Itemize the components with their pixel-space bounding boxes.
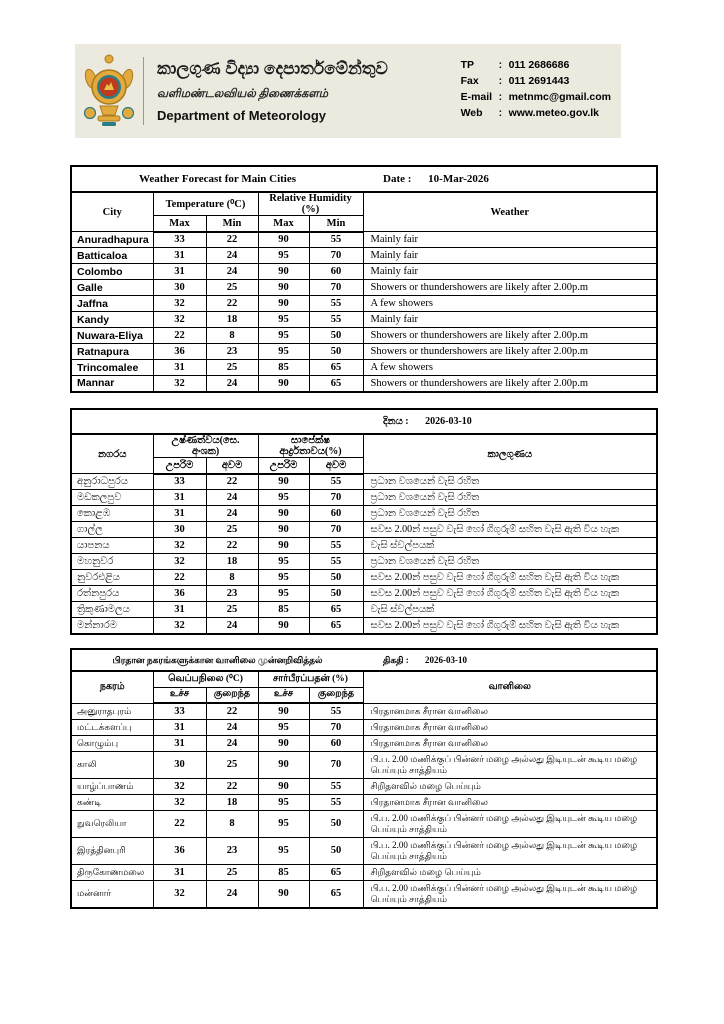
temp-max-cell: 30	[153, 280, 206, 296]
city-cell: ත්‍රිකුණාමලය	[71, 602, 153, 618]
weather-cell: සවස 2.00න් පසුව වැසි හෝ ගිගුරුම් සහිත වැසි ඇති විය හැක	[363, 522, 657, 538]
weather-cell: Showers or thundershowers are likely after 2.00p.m	[363, 280, 657, 296]
humidity-max-cell: 90	[258, 280, 309, 296]
forecast-table-row	[71, 703, 657, 719]
forecast-table-row	[71, 280, 657, 296]
humidity-max-cell: 90	[258, 618, 309, 634]
forecast-table-row	[71, 312, 657, 328]
temp-min-cell: 24	[206, 719, 258, 735]
temp-min-cell: 23	[206, 837, 258, 864]
humidity-min-cell: 55	[309, 794, 363, 810]
temp-min-cell: 24	[206, 880, 258, 908]
forecast-table-row	[71, 522, 657, 538]
humidity-min-cell: 55	[309, 312, 363, 328]
temp-min-cell: 8	[206, 570, 258, 586]
temp-min-cell: 22	[206, 703, 258, 719]
weather-cell: ප්‍රධාන වශයෙන් වැසි රහිත	[363, 506, 657, 522]
temp-min-cell: 24	[206, 490, 258, 506]
forecast-table-row	[71, 232, 657, 248]
temp-max-cell: 32	[153, 312, 206, 328]
col-header-temp-min: குறைந்த	[206, 687, 258, 703]
city-cell: இரத்தினபுரி	[71, 837, 153, 864]
temp-min-cell: 22	[206, 232, 258, 248]
humidity-min-cell: 55	[309, 296, 363, 312]
date-cell	[363, 166, 657, 192]
weather-cell: සවස 2.00න් පසුව වැසි හෝ ගිගුරුම් සහිත වැසි ඇති විය හැක	[363, 586, 657, 602]
date-value: 10-Mar-2026	[428, 173, 489, 185]
temp-max-cell: 32	[153, 296, 206, 312]
humidity-max-cell: 95	[258, 554, 309, 570]
city-cell: Nuwara-Eliya	[71, 328, 153, 344]
city-cell: ගාල්ල	[71, 522, 153, 538]
city-cell: Batticaloa	[71, 248, 153, 264]
weather-cell: சிறிதளவில் மழை பெய்யும்	[363, 778, 657, 794]
temp-max-cell: 32	[153, 618, 206, 634]
temp-max-cell: 22	[153, 810, 206, 837]
weather-cell: பி.ப. 2.00 மணிக்குப் பின்னர் மழை அல்லது இடியுடன் கூடிய மழை பெய்யும் சாத்தியம்	[363, 810, 657, 837]
humidity-max-cell: 90	[258, 376, 309, 392]
humidity-max-cell: 95	[258, 248, 309, 264]
table-title-row	[71, 649, 657, 671]
col-header-temperature: උෂ්ණත්වය(සෙ. අංශක)	[153, 434, 258, 458]
temp-max-cell: 36	[153, 586, 206, 602]
col-header-hum-max: உச்ச	[258, 687, 309, 703]
humidity-min-cell: 55	[309, 232, 363, 248]
humidity-min-cell: 65	[309, 602, 363, 618]
col-header-city: City	[71, 192, 153, 232]
weather-cell: Mainly fair	[363, 248, 657, 264]
date-cell	[363, 649, 657, 671]
city-cell: කොළඹ	[71, 506, 153, 522]
temp-min-cell: 25	[206, 602, 258, 618]
city-cell: යාපනය	[71, 538, 153, 554]
forecast-table-sinhala	[70, 408, 658, 635]
humidity-max-cell: 90	[258, 296, 309, 312]
contact-colon: :	[498, 107, 503, 119]
temp-max-cell: 31	[153, 264, 206, 280]
forecast-table-english	[70, 165, 658, 393]
temp-max-cell: 31	[153, 602, 206, 618]
col-header-weather: வானிலை	[363, 671, 657, 703]
col-header-humidity: සාපේක්ෂ ආර්ද්‍රතාවය(%)	[258, 434, 363, 458]
forecast-table-row	[71, 570, 657, 586]
humidity-min-cell: 50	[309, 328, 363, 344]
temp-max-cell: 33	[153, 703, 206, 719]
date-label: திகதி :	[383, 654, 409, 665]
temp-min-cell: 25	[206, 751, 258, 778]
humidity-max-cell: 95	[258, 312, 309, 328]
weather-cell: සවස 2.00න් පසුව වැසි හෝ ගිගුරුම් සහිත වැසි ඇති විය හැක	[363, 570, 657, 586]
humidity-min-cell: 50	[309, 586, 363, 602]
col-header-hum-max: උපරිම	[258, 458, 309, 474]
temp-min-cell: 24	[206, 264, 258, 280]
table-title-row	[71, 409, 657, 434]
humidity-max-cell: 90	[258, 703, 309, 719]
humidity-min-cell: 70	[309, 280, 363, 296]
temp-min-cell: 24	[206, 248, 258, 264]
table-body-sinhala	[71, 474, 657, 634]
humidity-min-cell: 55	[309, 538, 363, 554]
city-cell: අනුරාධපුරය	[71, 474, 153, 490]
temp-max-cell: 33	[153, 232, 206, 248]
humidity-max-cell: 90	[258, 735, 309, 751]
col-header-temp-max: උපරිම	[153, 458, 206, 474]
contact-value-web: www.meteo.gov.lk	[508, 107, 599, 119]
weather-cell: A few showers	[363, 360, 657, 376]
humidity-min-cell: 60	[309, 735, 363, 751]
forecast-table-row	[71, 880, 657, 908]
weather-cell: சிறிதளவில் மழை பெய்யும்	[363, 864, 657, 880]
city-cell: காலி	[71, 751, 153, 778]
humidity-max-cell: 90	[258, 506, 309, 522]
date-value: 2026-03-10	[425, 416, 472, 427]
humidity-max-cell: 95	[258, 719, 309, 735]
temp-max-cell: 31	[153, 719, 206, 735]
city-cell: Mannar	[71, 376, 153, 392]
humidity-min-cell: 55	[309, 554, 363, 570]
col-header-hum-min: Min	[309, 216, 363, 232]
weather-cell: Showers or thundershowers are likely after 2.00p.m	[363, 328, 657, 344]
humidity-max-cell: 95	[258, 490, 309, 506]
forecast-table-row	[71, 602, 657, 618]
city-cell: Jaffna	[71, 296, 153, 312]
humidity-max-cell: 90	[258, 880, 309, 908]
col-header-hum-max: Max	[258, 216, 309, 232]
humidity-min-cell: 65	[309, 864, 363, 880]
forecast-table-row	[71, 344, 657, 360]
humidity-min-cell: 70	[309, 751, 363, 778]
date-cell	[363, 409, 657, 434]
humidity-max-cell: 90	[258, 522, 309, 538]
city-cell: கண்டி	[71, 794, 153, 810]
col-header-city: நகரம்	[71, 671, 153, 703]
forecast-table-row	[71, 538, 657, 554]
city-cell: மட்டக்களப்பு	[71, 719, 153, 735]
temp-max-cell: 22	[153, 570, 206, 586]
city-cell: Trincomalee	[71, 360, 153, 376]
table-body-english	[71, 232, 657, 392]
forecast-table-row	[71, 248, 657, 264]
city-cell: නුවරඑළිය	[71, 570, 153, 586]
humidity-max-cell: 90	[258, 538, 309, 554]
forecast-table-row	[71, 794, 657, 810]
temp-min-cell: 25	[206, 360, 258, 376]
department-titles	[144, 58, 388, 124]
humidity-min-cell: 70	[309, 490, 363, 506]
temp-min-cell: 24	[206, 376, 258, 392]
forecast-table-row	[71, 618, 657, 634]
humidity-max-cell: 95	[258, 328, 309, 344]
humidity-min-cell: 65	[309, 618, 363, 634]
temp-max-cell: 31	[153, 360, 206, 376]
forecast-table-row	[71, 296, 657, 312]
weather-cell: Showers or thundershowers are likely after 2.00p.m	[363, 376, 657, 392]
city-cell: Galle	[71, 280, 153, 296]
date-label: Date :	[383, 173, 412, 185]
col-header-hum-min: குறைந்த	[309, 687, 363, 703]
col-header-city: නගරය	[71, 434, 153, 474]
city-cell: රත්නපුරය	[71, 586, 153, 602]
city-cell: நுவரெலியா	[71, 810, 153, 837]
column-group-header-row	[71, 671, 657, 687]
humidity-max-cell: 95	[258, 570, 309, 586]
date-label: දිනය :	[383, 416, 409, 427]
humidity-min-cell: 60	[309, 506, 363, 522]
temp-min-cell: 22	[206, 474, 258, 490]
temp-max-cell: 31	[153, 248, 206, 264]
col-header-temp-max: உச்ச	[153, 687, 206, 703]
humidity-min-cell: 50	[309, 344, 363, 360]
weather-cell: பி.ப. 2.00 மணிக்குப் பின்னர் மழை அல்லது இடியுடன் கூடிய மழை பெய்யும் சாத்தியம்	[363, 751, 657, 778]
weather-cell: වැසි ස්වල්පයක්	[363, 538, 657, 554]
humidity-max-cell: 85	[258, 602, 309, 618]
city-cell: Ratnapura	[71, 344, 153, 360]
temp-max-cell: 32	[153, 538, 206, 554]
temp-min-cell: 23	[206, 344, 258, 360]
temp-max-cell: 32	[153, 880, 206, 908]
forecast-table-row	[71, 810, 657, 837]
dept-title-sinhala: කාලගුණ විද්‍යා දෙපාර්තමේන්තුව	[157, 59, 388, 78]
col-header-weather: කාලගුණය	[363, 434, 657, 474]
contact-value-fax: 011 2691443	[508, 75, 570, 87]
temp-max-cell: 31	[153, 506, 206, 522]
weather-cell: ප්‍රධාන වශයෙන් වැසි රහිත	[363, 490, 657, 506]
col-header-humidity: Relative Humidity (%)	[258, 192, 363, 216]
temp-max-cell: 36	[153, 344, 206, 360]
city-cell: මහනුවර	[71, 554, 153, 570]
contact-label-tp: TP	[460, 59, 474, 71]
contact-colon: :	[498, 91, 503, 103]
temp-min-cell: 25	[206, 864, 258, 880]
temp-min-cell: 25	[206, 280, 258, 296]
table-body-tamil	[71, 703, 657, 908]
forecast-table-tamil	[70, 648, 658, 909]
humidity-min-cell: 70	[309, 248, 363, 264]
forecast-table-row	[71, 490, 657, 506]
col-header-humidity: சார்பீரப்பதன் (%)	[258, 671, 363, 687]
col-header-weather: Weather	[363, 192, 657, 232]
table-title	[71, 409, 363, 434]
contact-colon: :	[498, 59, 503, 71]
humidity-max-cell: 85	[258, 864, 309, 880]
temp-max-cell: 30	[153, 522, 206, 538]
dept-title-tamil: வளிமண்டலவியல் திணைக்களம்	[157, 88, 328, 100]
weather-cell: Mainly fair	[363, 232, 657, 248]
humidity-max-cell: 95	[258, 810, 309, 837]
weather-cell: பிரதானமாக சீரான வானிலை	[363, 794, 657, 810]
city-cell: அனுராதபுரம்	[71, 703, 153, 719]
column-group-header-row	[71, 192, 657, 216]
city-cell: මන්නාරම	[71, 618, 153, 634]
contact-value-email: metnmc@gmail.com	[508, 91, 611, 103]
temp-max-cell: 32	[153, 794, 206, 810]
city-cell: கொழும்பு	[71, 735, 153, 751]
forecast-table-row	[71, 360, 657, 376]
contact-label-email: E-mail	[460, 91, 493, 103]
city-cell: மன்னார்	[71, 880, 153, 908]
humidity-max-cell: 95	[258, 837, 309, 864]
table-title: Weather Forecast for Main Cities	[71, 166, 363, 192]
weather-cell: A few showers	[363, 296, 657, 312]
weather-cell: Mainly fair	[363, 264, 657, 280]
forecast-table-row	[71, 376, 657, 392]
humidity-max-cell: 90	[258, 264, 309, 280]
weather-cell: பிரதானமாக சீரான வானிலை	[363, 703, 657, 719]
humidity-min-cell: 55	[309, 703, 363, 719]
contact-label-web: Web	[460, 107, 483, 119]
city-cell: திருகோணமலை	[71, 864, 153, 880]
weather-cell: වැසි ස්වල්පයක්	[363, 602, 657, 618]
temp-max-cell: 32	[153, 376, 206, 392]
temp-min-cell: 18	[206, 312, 258, 328]
humidity-max-cell: 90	[258, 751, 309, 778]
column-group-header-row	[71, 434, 657, 458]
logo-wrap	[75, 53, 143, 129]
humidity-max-cell: 90	[258, 474, 309, 490]
forecast-table-row	[71, 719, 657, 735]
contact-value-tp: 011 2686686	[508, 59, 570, 71]
humidity-min-cell: 50	[309, 837, 363, 864]
temp-min-cell: 25	[206, 522, 258, 538]
temp-max-cell: 31	[153, 864, 206, 880]
temp-min-cell: 18	[206, 554, 258, 570]
forecast-table-row	[71, 506, 657, 522]
humidity-min-cell: 65	[309, 360, 363, 376]
temp-max-cell: 30	[153, 751, 206, 778]
temp-min-cell: 22	[206, 538, 258, 554]
temp-min-cell: 22	[206, 778, 258, 794]
humidity-max-cell: 95	[258, 344, 309, 360]
weather-cell: ප්‍රධාන වශයෙන් වැසි රහිත	[363, 474, 657, 490]
city-cell: Kandy	[71, 312, 153, 328]
forecast-table-row	[71, 735, 657, 751]
humidity-max-cell: 95	[258, 586, 309, 602]
col-header-temp-min: අවම	[206, 458, 258, 474]
col-header-temperature: வெப்பநிலை (⁰C)	[153, 671, 258, 687]
temp-min-cell: 24	[206, 735, 258, 751]
forecast-table-row	[71, 264, 657, 280]
weather-cell: பிரதானமாக சீரான வானிலை	[363, 735, 657, 751]
temp-max-cell: 32	[153, 778, 206, 794]
humidity-min-cell: 65	[309, 880, 363, 908]
col-header-temp-min: Min	[206, 216, 258, 232]
weather-cell: සවස 2.00න් පසුව වැසි හෝ ගිගුරුම් සහිත වැසි ඇති විය හැක	[363, 618, 657, 634]
humidity-max-cell: 85	[258, 360, 309, 376]
weather-cell: பி.ப. 2.00 மணிக்குப் பின்னர் மழை அல்லது இடியுடன் கூடிய மழை பெய்யும் சாத்தியம்	[363, 880, 657, 908]
temp-max-cell: 22	[153, 328, 206, 344]
date-value: 2026-03-10	[425, 654, 468, 665]
temp-min-cell: 24	[206, 506, 258, 522]
forecast-table-row	[71, 586, 657, 602]
temp-max-cell: 31	[153, 735, 206, 751]
temp-min-cell: 24	[206, 618, 258, 634]
forecast-table-row	[71, 554, 657, 570]
temp-min-cell: 23	[206, 586, 258, 602]
humidity-min-cell: 60	[309, 264, 363, 280]
col-header-temp-max: Max	[153, 216, 206, 232]
humidity-min-cell: 70	[309, 719, 363, 735]
weather-cell: Mainly fair	[363, 312, 657, 328]
col-header-hum-min: අවම	[309, 458, 363, 474]
forecast-table-row	[71, 864, 657, 880]
city-cell: මඩකලපුව	[71, 490, 153, 506]
humidity-min-cell: 55	[309, 474, 363, 490]
temp-min-cell: 8	[206, 328, 258, 344]
temp-max-cell: 32	[153, 554, 206, 570]
city-cell: யாழ்ப்பாணம்	[71, 778, 153, 794]
table-title-row	[71, 166, 657, 192]
contact-colon: :	[498, 75, 503, 87]
forecast-table-row	[71, 778, 657, 794]
table-title: பிரதான நகரங்களுக்கான வானிலை முன்னறிவித்தல்	[71, 649, 363, 671]
contact-label-fax: Fax	[460, 75, 479, 87]
forecast-table-row	[71, 751, 657, 778]
weather-cell: பிரதானமாக சீரான வானிலை	[363, 719, 657, 735]
humidity-max-cell: 90	[258, 232, 309, 248]
forecast-table-row	[71, 837, 657, 864]
forecast-table-row	[71, 328, 657, 344]
humidity-min-cell: 50	[309, 810, 363, 837]
letterhead	[75, 44, 621, 138]
temp-max-cell: 31	[153, 490, 206, 506]
humidity-min-cell: 55	[309, 778, 363, 794]
dept-title-english: Department of Meteorology	[157, 108, 327, 123]
weather-cell: ප්‍රධාන වශයෙන් වැසි රහිත	[363, 554, 657, 570]
weather-cell: பி.ப. 2.00 மணிக்குப் பின்னர் மழை அல்லது இடியுடன் கூடிய மழை பெய்யும் சாத்தியம்	[363, 837, 657, 864]
humidity-min-cell: 50	[309, 570, 363, 586]
humidity-max-cell: 90	[258, 778, 309, 794]
temp-max-cell: 33	[153, 474, 206, 490]
temp-min-cell: 18	[206, 794, 258, 810]
city-cell: Anuradhapura	[71, 232, 153, 248]
temp-max-cell: 36	[153, 837, 206, 864]
forecast-table-row	[71, 474, 657, 490]
temp-min-cell: 8	[206, 810, 258, 837]
temp-min-cell: 22	[206, 296, 258, 312]
humidity-max-cell: 95	[258, 794, 309, 810]
humidity-min-cell: 65	[309, 376, 363, 392]
humidity-min-cell: 70	[309, 522, 363, 538]
weather-cell: Showers or thundershowers are likely after 2.00p.m	[363, 344, 657, 360]
sri-lanka-emblem-icon	[83, 53, 135, 129]
contact-block	[461, 57, 611, 121]
city-cell: Colombo	[71, 264, 153, 280]
col-header-temperature: Temperature (⁰C)	[153, 192, 258, 216]
